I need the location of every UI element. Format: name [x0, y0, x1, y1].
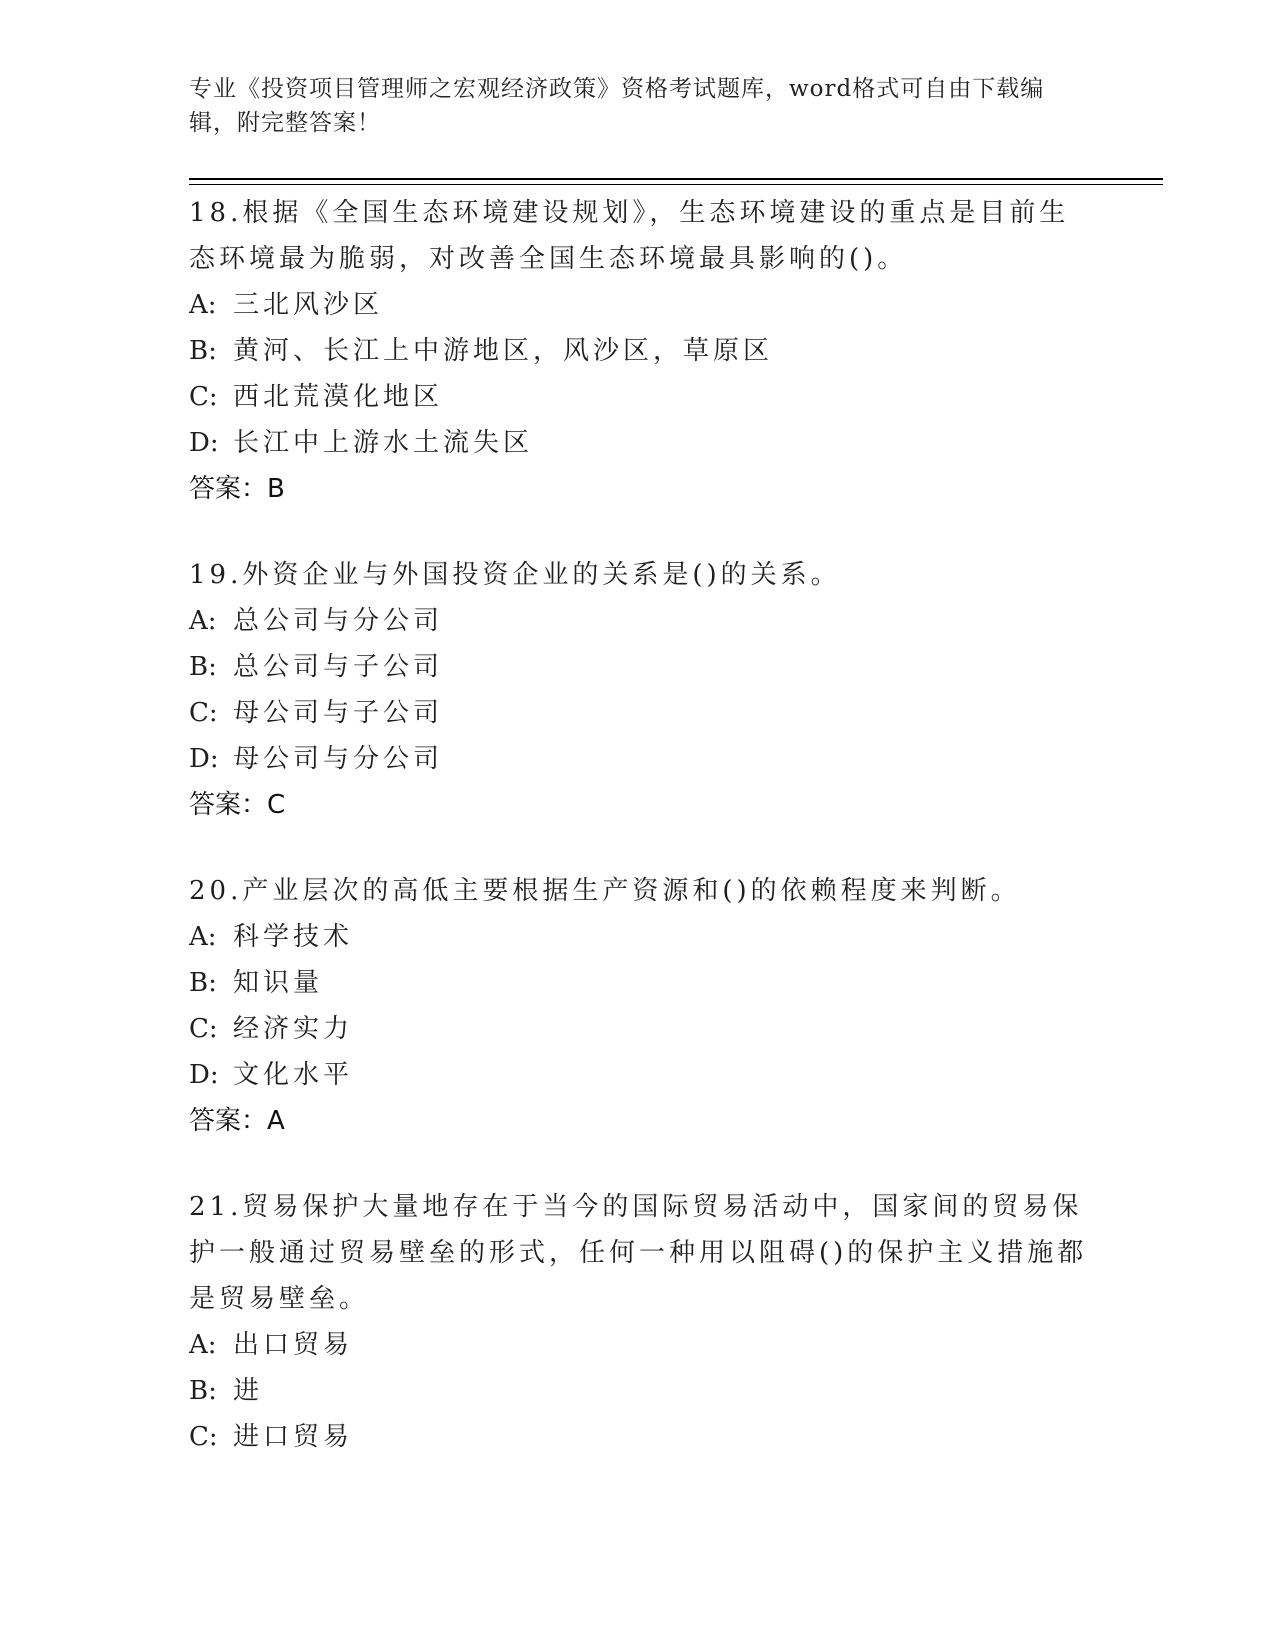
option-key: B:: [189, 652, 217, 682]
document-header: 专业《投资项目管理师之宏观经济政策》资格考试题库，word格式可自由下载编辑，附完整答案！: [189, 76, 1045, 136]
option-text: 经济实力: [233, 1014, 354, 1044]
option-key: A:: [189, 922, 217, 952]
option-b: [189, 644, 1089, 690]
option-key: B:: [189, 1376, 217, 1406]
option-text: 母公司与子公司: [233, 698, 444, 728]
option-text: 母公司与分公司: [233, 744, 444, 774]
option-c: [189, 1414, 1089, 1460]
answer-line: 答案：A: [189, 1106, 285, 1136]
option-b: [189, 1368, 1089, 1414]
answer-line: 答案：B: [189, 474, 285, 504]
option-d: [189, 1052, 1089, 1098]
option-text: 总公司与分公司: [233, 606, 444, 636]
option-text: 出口贸易: [233, 1330, 354, 1360]
option-key: C:: [189, 1014, 218, 1044]
option-text: 进口贸易: [233, 1422, 354, 1452]
option-key: C:: [189, 1422, 218, 1452]
option-key: D:: [189, 744, 219, 774]
option-a: [189, 914, 1089, 960]
question-18: [189, 190, 1089, 512]
option-key: A:: [189, 1330, 217, 1360]
option-key: C:: [189, 698, 218, 728]
header-rule-thin: [189, 184, 1163, 185]
question-list: [189, 190, 1089, 1500]
question-stem: 20.产业层次的高低主要根据生产资源和()的依赖程度来判断。: [189, 876, 1021, 906]
option-text: 总公司与子公司: [233, 652, 444, 682]
question-stem: 19.外资企业与外国投资企业的关系是()的关系。: [189, 560, 841, 590]
answer-line: 答案：C: [189, 790, 286, 820]
option-c: [189, 690, 1089, 736]
option-d: [189, 420, 1089, 466]
option-a: [189, 1322, 1089, 1368]
option-key: D:: [189, 1060, 219, 1090]
option-key: B:: [189, 336, 217, 366]
option-b: [189, 960, 1089, 1006]
option-key: B:: [189, 968, 217, 998]
option-text: 科学技术: [233, 922, 354, 952]
question-stem: 18.根据《全国生态环境建设规划》，生态环境建设的重点是目前生态环境最为脆弱，对改善全国生态环境最具影响的()。: [189, 198, 1070, 274]
option-c: [189, 1006, 1089, 1052]
option-key: A:: [189, 290, 217, 320]
option-key: C:: [189, 382, 218, 412]
option-text: 文化水平: [233, 1060, 354, 1090]
option-text: 黄河、长江上中游地区，风沙区，草原区: [233, 336, 774, 366]
question-19: [189, 552, 1089, 828]
option-a: [189, 598, 1089, 644]
option-text: 进: [233, 1376, 264, 1406]
option-c: [189, 374, 1089, 420]
question-21: [189, 1184, 1089, 1460]
option-key: A:: [189, 606, 217, 636]
option-b: [189, 328, 1089, 374]
question-20: [189, 868, 1089, 1144]
option-a: [189, 282, 1089, 328]
option-key: D:: [189, 428, 219, 458]
header-rule-thick: [189, 178, 1163, 180]
option-d: [189, 736, 1089, 782]
option-text: 长江中上游水土流失区: [233, 428, 534, 458]
question-stem: 21.贸易保护大量地存在于当今的国际贸易活动中，国家间的贸易保护一般通过贸易壁垒的形式，任何一种用以阻碍()的保护主义措施都是贸易壁垒。: [189, 1192, 1088, 1314]
option-text: 知识量: [233, 968, 324, 998]
option-text: 西北荒漠化地区: [233, 382, 444, 412]
option-text: 三北风沙区: [233, 290, 384, 320]
